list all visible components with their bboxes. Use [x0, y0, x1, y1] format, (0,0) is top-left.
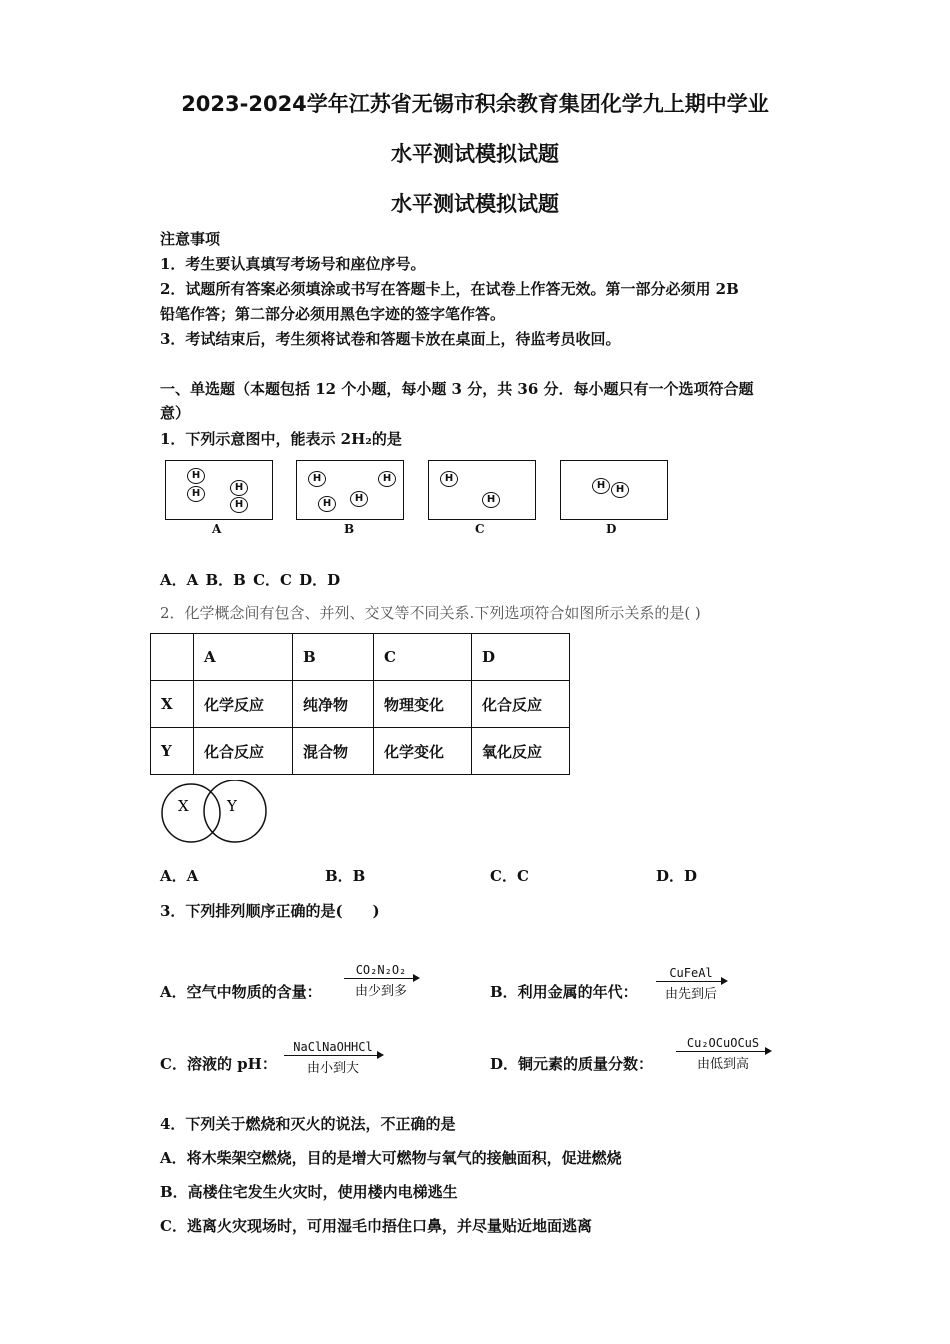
- hydrogen-atom: H: [187, 486, 205, 502]
- q4-option: B．高楼住宅发生火灾时，使用楼内电梯逃生: [160, 1183, 458, 1201]
- q3-option-d-label: D．铜元素的质量分数：: [490, 1055, 654, 1073]
- table-cell: 混合物: [293, 728, 374, 775]
- hydrogen-atom: H: [350, 491, 368, 507]
- q4-option: A．将木柴架空燃烧，目的是增大可燃物与氧气的接触面积，促进燃烧: [160, 1149, 622, 1167]
- q3-option-d-arrow: [676, 1036, 770, 1072]
- page-subtitle: 水平测试模拟试题: [391, 142, 559, 166]
- hydrogen-atom: H: [440, 471, 458, 487]
- q2-option: D．D: [656, 867, 698, 885]
- table-cell: 化学反应: [194, 681, 293, 728]
- section-heading: 一、单选题（本题包括 12 个小题，每小题 3 分，共 36 分．每小题只有一个选项符合题: [160, 380, 754, 398]
- q3-option-b-label: B．利用金属的年代：: [490, 983, 638, 1001]
- hydrogen-atom: H: [318, 496, 336, 512]
- arrow-bottom-text: 由小到大: [306, 1061, 359, 1076]
- question-3-stem: 3．下列排列顺序正确的是( ): [160, 902, 380, 920]
- table-cell: B: [293, 634, 374, 681]
- notice-heading: 注意事项: [160, 230, 221, 248]
- arrow-bottom-text: 由少到多: [354, 984, 407, 999]
- diagram-label: D: [606, 522, 617, 536]
- notice-item: 铅笔作答；第二部分必须用黑色字迹的签字笔作答。: [160, 305, 506, 323]
- section-heading-cont: 意）: [160, 404, 191, 422]
- arrow-bottom-text: 由低到高: [696, 1057, 749, 1072]
- notice-item: 2．试题所有答案必须填涂或书写在答题卡上，在试卷上作答无效。第一部分必须用 2B: [160, 280, 739, 298]
- q2-table: [150, 633, 570, 775]
- table-cell: Y: [151, 728, 194, 775]
- question-1-stem: 1．下列示意图中，能表示 2H₂的是: [160, 430, 402, 448]
- venn-label-y: Y: [227, 797, 237, 815]
- hydrogen-atom: H: [482, 492, 500, 508]
- diagram-label: B: [344, 522, 355, 536]
- table-row: [151, 681, 570, 728]
- arrow-top-text: CuFeAl: [669, 966, 713, 980]
- page-subtitle-repeat: 水平测试模拟试题: [391, 192, 559, 216]
- table-row: [151, 728, 570, 775]
- q3-option-a-label: A．空气中物质的含量：: [160, 983, 322, 1001]
- q4-option: C．逃离火灾现场时，可用湿毛巾捂住口鼻，并尽量贴近地面逃离: [160, 1217, 592, 1235]
- q3-option-c-arrow: [284, 1040, 382, 1076]
- arrow-top-text: Cu₂OCuOCuS: [686, 1036, 760, 1050]
- venn-diagram: [155, 780, 275, 848]
- q3-option-b-arrow: [656, 966, 726, 1002]
- table-cell: 物理变化: [374, 681, 472, 728]
- hydrogen-atom: H: [378, 471, 396, 487]
- table-cell: 化学变化: [374, 728, 472, 775]
- venn-circle-x: [162, 784, 220, 842]
- notice-item: 1．考生要认真填写考场号和座位序号。: [160, 255, 426, 273]
- hydrogen-atom: H: [230, 497, 248, 513]
- hydrogen-atom: H: [308, 471, 326, 487]
- table-cell: 化合反应: [194, 728, 293, 775]
- table-cell: [151, 634, 194, 681]
- venn-label-x: X: [178, 797, 189, 815]
- table-cell: C: [374, 634, 472, 681]
- table-cell: 纯净物: [293, 681, 374, 728]
- hydrogen-atom: H: [230, 480, 248, 496]
- q3-option-c-label: C．溶液的 pH：: [160, 1055, 277, 1073]
- diagram-label: C: [475, 522, 485, 536]
- arrow-bottom-text: 由先到后: [664, 987, 717, 1002]
- hydrogen-atom: H: [592, 478, 610, 494]
- hydrogen-atom: H: [611, 482, 629, 498]
- diagram-label: A: [212, 522, 222, 536]
- table-row: [151, 634, 570, 681]
- table-cell: D: [472, 634, 570, 681]
- table-cell: 氧化反应: [472, 728, 570, 775]
- question-2-stem: 2．化学概念间有包含、并列、交叉等不同关系.下列选项符合如图所示关系的是( ): [160, 604, 701, 622]
- question-4-stem: 4．下列关于燃烧和灭火的说法，不正确的是: [160, 1115, 456, 1133]
- hydrogen-atom: H: [187, 468, 205, 484]
- table-cell: X: [151, 681, 194, 728]
- arrow-top-text: NaClNaOHHCl: [293, 1040, 373, 1054]
- q2-option: B．B: [325, 867, 366, 885]
- table-cell: A: [194, 634, 293, 681]
- page-title: 2023-2024学年江苏省无锡市积余教育集团化学九上期中学业: [181, 92, 769, 116]
- notice-item: 3．考试结束后，考生须将试卷和答题卡放在桌面上，待监考员收回。: [160, 330, 621, 348]
- arrow-top-text: CO₂N₂O₂: [355, 963, 407, 977]
- q2-option: C．C: [490, 867, 529, 885]
- question-1-options: A．A B．B C．C D．D: [160, 571, 341, 589]
- table-cell: 化合反应: [472, 681, 570, 728]
- q3-option-a-arrow: [344, 963, 418, 999]
- q2-option: A．A: [160, 867, 199, 885]
